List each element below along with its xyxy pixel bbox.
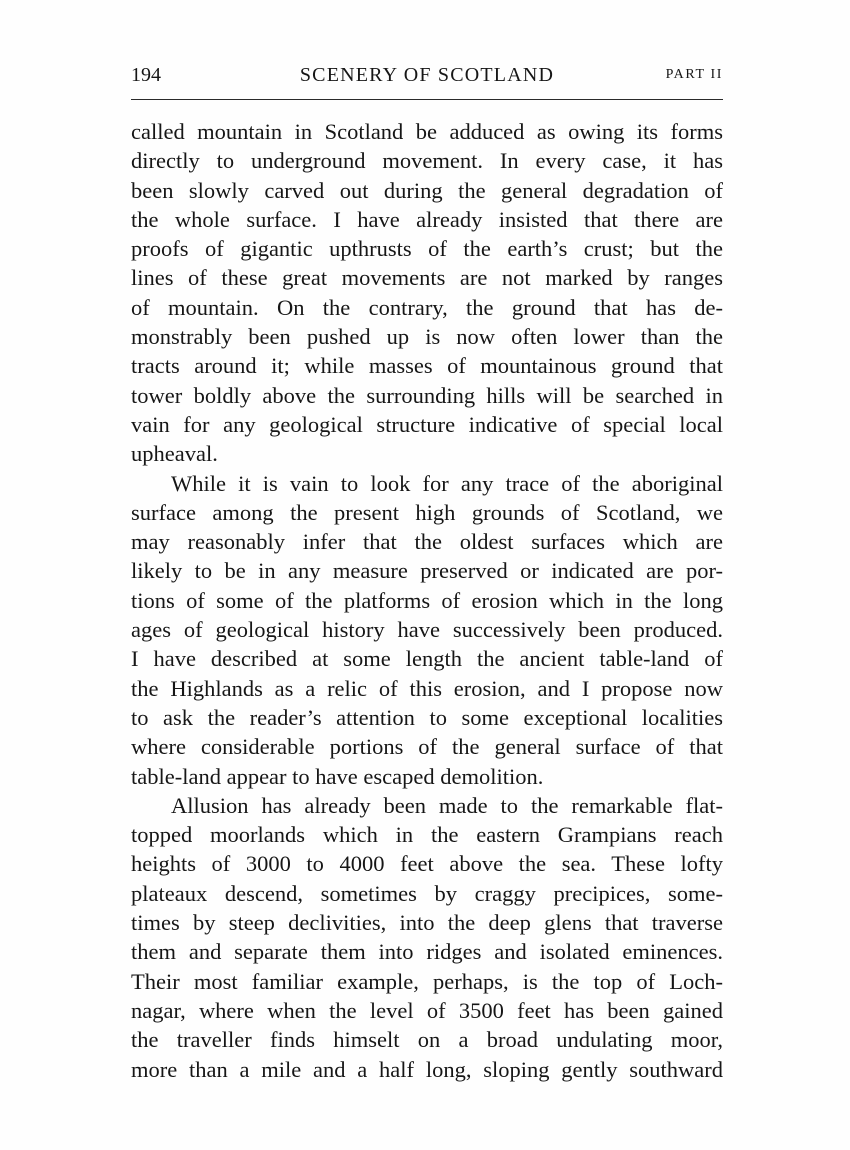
text-line: the traveller finds himselt on a broad undulating moor, [131, 1027, 723, 1053]
text-line: tions of some of the platforms of erosion which in the long [131, 587, 723, 613]
text-line: tracts around it; while masses of mountainous ground that [131, 353, 723, 379]
text-line: proofs of gigantic upthrusts of the earth’s crust; but the [131, 236, 723, 262]
text-line: them and separate them into ridges and isolated eminences. [131, 939, 723, 965]
text-line: I have described at some length the ancient table-land of [131, 646, 723, 672]
text-line: upheaval. [131, 441, 218, 467]
text-line: called mountain in Scotland be adduced as owing its forms [131, 119, 723, 144]
text-line: plateaux descend, sometimes by craggy precipices, some- [131, 880, 723, 906]
text-line: the whole surface. I have already insisted that there are [131, 206, 723, 232]
text-line: While it is vain to look for any trace of the aboriginal [171, 470, 723, 496]
text-line: Allusion has already been made to the remarkable flat- [171, 792, 723, 818]
text-line: lines of these great movements are not marked by ranges [131, 265, 723, 291]
header-rule [131, 99, 723, 100]
running-title: SCENERY OF SCOTLAND [299, 64, 555, 86]
body-text [131, 117, 723, 1084]
part-label: PART II [665, 67, 723, 82]
running-head [131, 60, 723, 90]
text-line: where considerable portions of the general surface of that [131, 734, 723, 760]
text-line: Their most familiar example, perhaps, is the top of Loch- [131, 968, 723, 994]
text-line: topped moorlands which in the eastern Grampians reach [131, 822, 723, 848]
text-line: the Highlands as a relic of this erosion, and I propose now [131, 675, 723, 701]
text-line: to ask the reader’s attention to some exceptional localities [131, 704, 723, 730]
text-line: of mountain. On the contrary, the ground that has de- [131, 294, 723, 320]
text-line: may reasonably infer that the oldest surfaces which are [131, 529, 723, 555]
text-line: table-land appear to have escaped demolition. [131, 763, 544, 789]
text-line: more than a mile and a half long, sloping gently southward [131, 1056, 723, 1082]
text-line: been slowly carved out during the general degradation of [131, 177, 723, 203]
text-line: vain for any geological structure indicative of special local [131, 411, 723, 437]
page-number: 194 [131, 64, 161, 86]
text-line: heights of 3000 to 4000 feet above the sea. These lofty [131, 851, 723, 877]
text-line: monstrably been pushed up is now often lower than the [131, 324, 723, 350]
text-line: likely to be in any measure preserved or indicated are por- [131, 558, 723, 584]
text-line: directly to underground movement. In every case, it has [131, 148, 723, 174]
text-line: surface among the present high grounds of Scotland, we [131, 499, 723, 525]
text-line: ages of geological history have successively been produced. [131, 617, 723, 643]
text-line: nagar, where when the level of 3500 feet has been gained [131, 997, 723, 1023]
text-line: times by steep declivities, into the deep glens that traverse [131, 910, 723, 936]
text-line: tower boldly above the surrounding hills will be searched in [131, 382, 723, 408]
